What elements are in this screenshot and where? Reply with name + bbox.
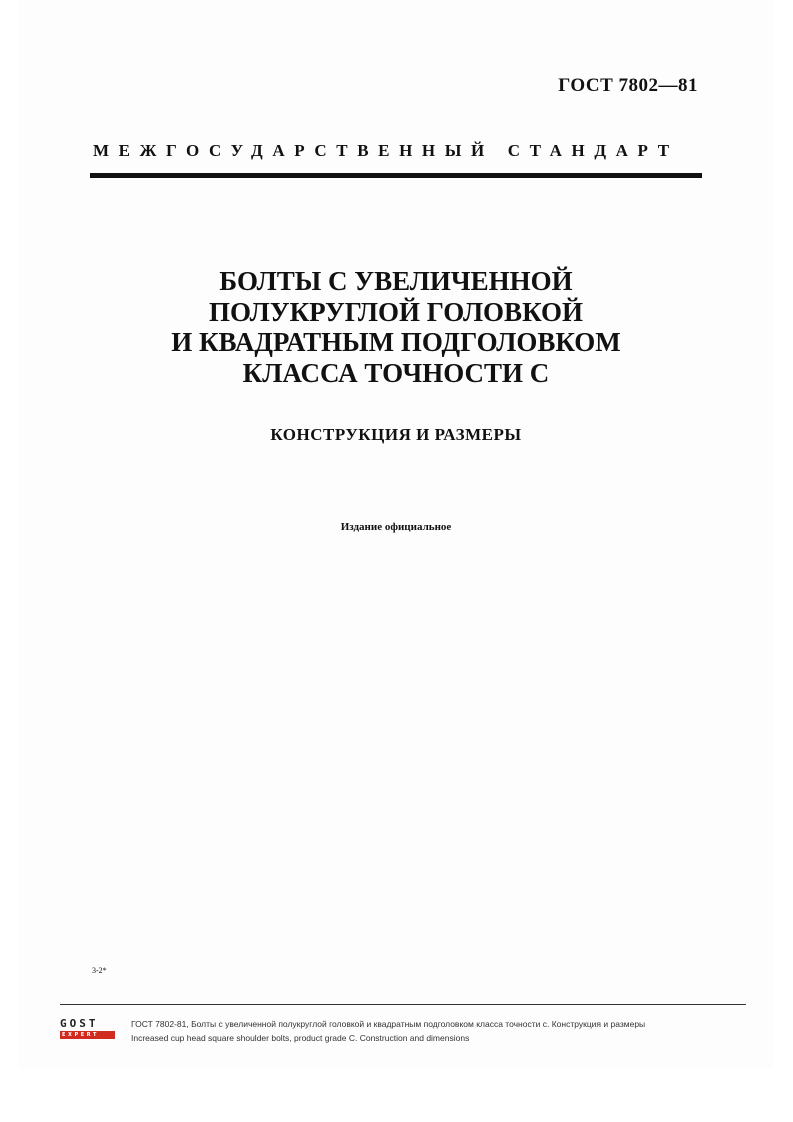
document-title xyxy=(90,266,702,388)
footer-line-en: Increased cup head square shoulder bolts, product grade C. Construction and dimensions xyxy=(131,1033,470,1043)
title-line-2: ПОЛУКРУГЛОЙ ГОЛОВКОЙ xyxy=(209,296,583,327)
footer-rule xyxy=(60,1004,746,1005)
footer-description xyxy=(131,1017,645,1045)
standard-type-heading: МЕЖГОСУДАРСТВЕННЫЙ СТАНДАРТ xyxy=(93,141,679,160)
document-subtitle: КОНСТРУКЦИЯ И РАЗМЕРЫ xyxy=(270,425,522,444)
title-line-3: И КВАДРАТНЫМ ПОДГОЛОВКОМ xyxy=(171,327,621,357)
page-mark: 3-2* xyxy=(92,966,107,975)
edition-note: Издание официальное xyxy=(340,521,452,533)
footer-line-ru: ГОСТ 7802-81, Болты с увеличенной полукруглой головкой и квадратным подголовком класса точности с. Конструкция и размеры xyxy=(131,1019,646,1029)
title-line-1: БОЛТЫ С УВЕЛИЧЕННОЙ xyxy=(219,266,573,296)
gost-expert-logo[interactable] xyxy=(60,1018,115,1040)
logo-wordmark: GOST xyxy=(60,1017,99,1030)
logo-subbar: EXPERT xyxy=(60,1031,115,1039)
document-code: ГОСТ 7802—81 xyxy=(558,75,698,96)
header-rule xyxy=(90,173,702,178)
title-line-4: КЛАССА ТОЧНОСТИ С xyxy=(242,357,550,388)
